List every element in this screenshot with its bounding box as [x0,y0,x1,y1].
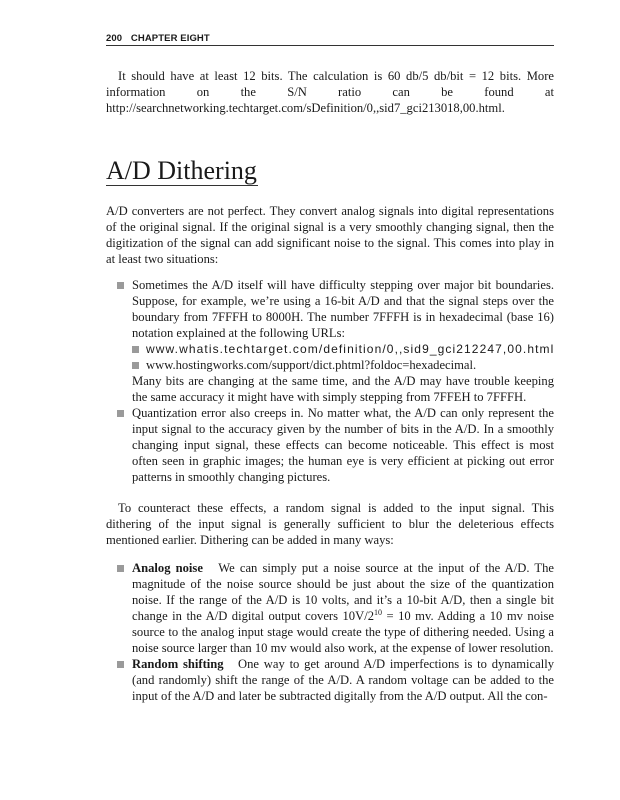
square-bullet-icon [132,362,139,369]
term-text-continued: = 10 mv. Adding a 10 mv noise source to the analog input stage would create the type of dithering needed. Using a noise source larger than 10 mv would also work, at the expense of lower resolution. [132,609,554,655]
list-item [106,560,554,656]
page-number: 200 [106,33,123,44]
url-link[interactable]: www.hostingworks.com/support/dict.phtml?foldoc=hexadecimal. [146,358,477,372]
methods-list [106,560,554,704]
section-heading: A/D Dithering [106,156,257,185]
header-rule [106,45,554,46]
paragraph-intro-dithering: A/D converters are not perfect. They convert analog signals into digital representations of the original signal. If the original signal is a very smoothly changing signal, then the digitization of the signal can add significant noise to the signal. This comes into play in at least two situations: [106,204,554,266]
running-header [106,33,554,44]
bullet-text: Quantization error also creeps in. No matter what, the A/D can only represent the input signal to the accuracy given by the number of bits in the A/D. In a smoothly changing input signal, these effects can become noticeable. This effect is most often seen in graphic images; the human eye is very efficient at picking out error patterns in smoothly changing pictures. [132,406,554,484]
list-item [106,405,554,485]
bullet-text: Sometimes the A/D itself will have difficulty stepping over major bit boundaries. Suppose, for example, we’re using a 16-bit A/D and that the signal steps over the boundary from 7FFFH to 8000H. The number 7FFFH is in hexadecimal (base 16) notation explained at the following URLs: [132,278,554,340]
exponent: 10 [374,607,382,617]
list-item [106,656,554,704]
term-text: One way to get around A/D imperfections is to dynamically (and randomly) shift the range of the A/D. A random voltage can be added to the input of the A/D and later be subtracted digitally from the A/D output. All the con- [132,657,554,703]
square-bullet-icon [117,282,124,289]
paragraph-counteract: To counteract these effects, a random signal is added to the input signal. This dithering of the input signal is generally sufficient to blur the deleterious effects mentioned earlier. Dithering can be added in many ways: [106,501,554,547]
intro-paragraph: It should have at least 12 bits. The calculation is 60 db/5 db/bit = 12 bits. More information on the S/N ratio can be found at http://searchnetworking.techtarget.com/sDefinition/0,,sid7_gci213018,00.html. [106,69,554,115]
heading-rule [106,185,258,186]
list-item [106,277,554,405]
square-bullet-icon [132,346,139,353]
situations-list [106,277,554,485]
url-link[interactable]: www.whatis.techtarget.com/definition/0,,sid9_gci212247,00.html [146,342,555,356]
url-item [132,341,554,357]
square-bullet-icon [117,410,124,417]
chapter-title: CHAPTER EIGHT [130,33,210,44]
url-item [132,357,554,373]
square-bullet-icon [117,565,124,572]
term-text: We can simply put a noise source at the input of the A/D. The magnitude of the noise source should be just about the size of the quantization noise. If the range of the A/D is 10 volts, and it’s a 10-bit A/D, then a single bit change in the A/D digital output covers 10V/2 [132,561,554,623]
term-label: Random shifting [132,657,224,671]
term-label: Analog noise [132,561,203,575]
url-list [132,341,554,373]
bullet-text-continued: Many bits are changing at the same time, and the A/D may have trouble keeping the same accuracy it might have with simply stepping from 7FFEH to 7FFFH. [132,374,554,404]
square-bullet-icon [117,661,124,668]
